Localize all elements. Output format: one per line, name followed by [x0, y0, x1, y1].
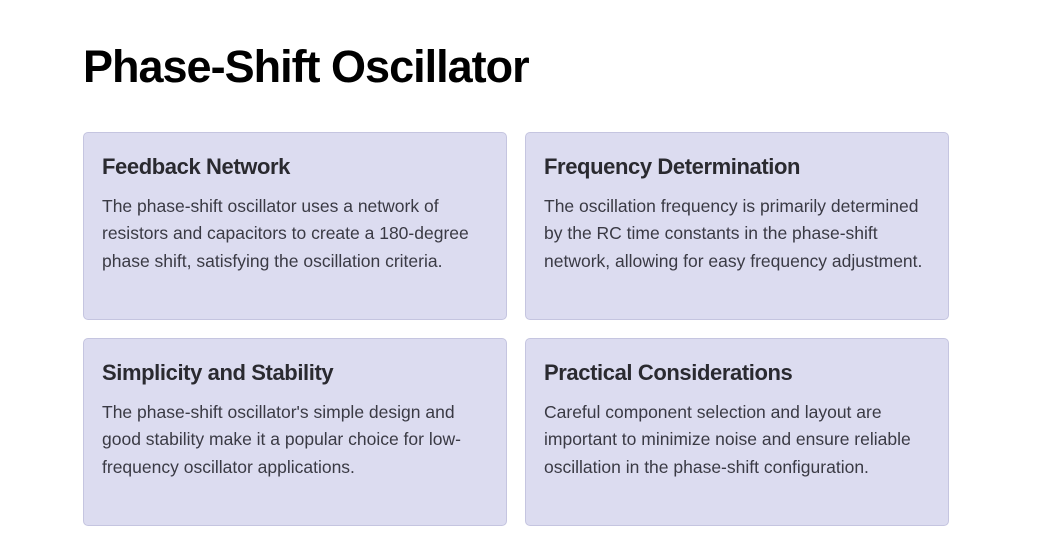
card-title: Simplicity and Stability: [102, 360, 334, 385]
card-practical-considerations: [525, 338, 949, 526]
card-text: The oscillation frequency is primarily determined by the RC time constants in the phase-shift network, allowing for easy frequency adjustment.: [544, 196, 923, 271]
card-title: Feedback Network: [102, 154, 291, 179]
card-title: Practical Considerations: [544, 360, 793, 385]
card-text: Careful component selection and layout are important to minimize noise and ensure reliable oscillation in the phase-shift configuration.: [544, 402, 911, 477]
card-simplicity-and-stability: [83, 338, 507, 526]
card-frequency-determination: [525, 132, 949, 320]
card-title: Frequency Determination: [544, 154, 801, 179]
card-text: The phase-shift oscillator uses a network of resistors and capacitors to create a 180-degree phase shift, satisfying the oscillation criteria.: [102, 196, 469, 271]
card-feedback-network: [83, 132, 507, 320]
card-text: The phase-shift oscillator's simple design and good stability make it a popular choice for low-frequency oscillator applications.: [102, 402, 461, 477]
page-title: Phase-Shift Oscillator: [83, 41, 529, 92]
card-grid: [83, 132, 949, 526]
